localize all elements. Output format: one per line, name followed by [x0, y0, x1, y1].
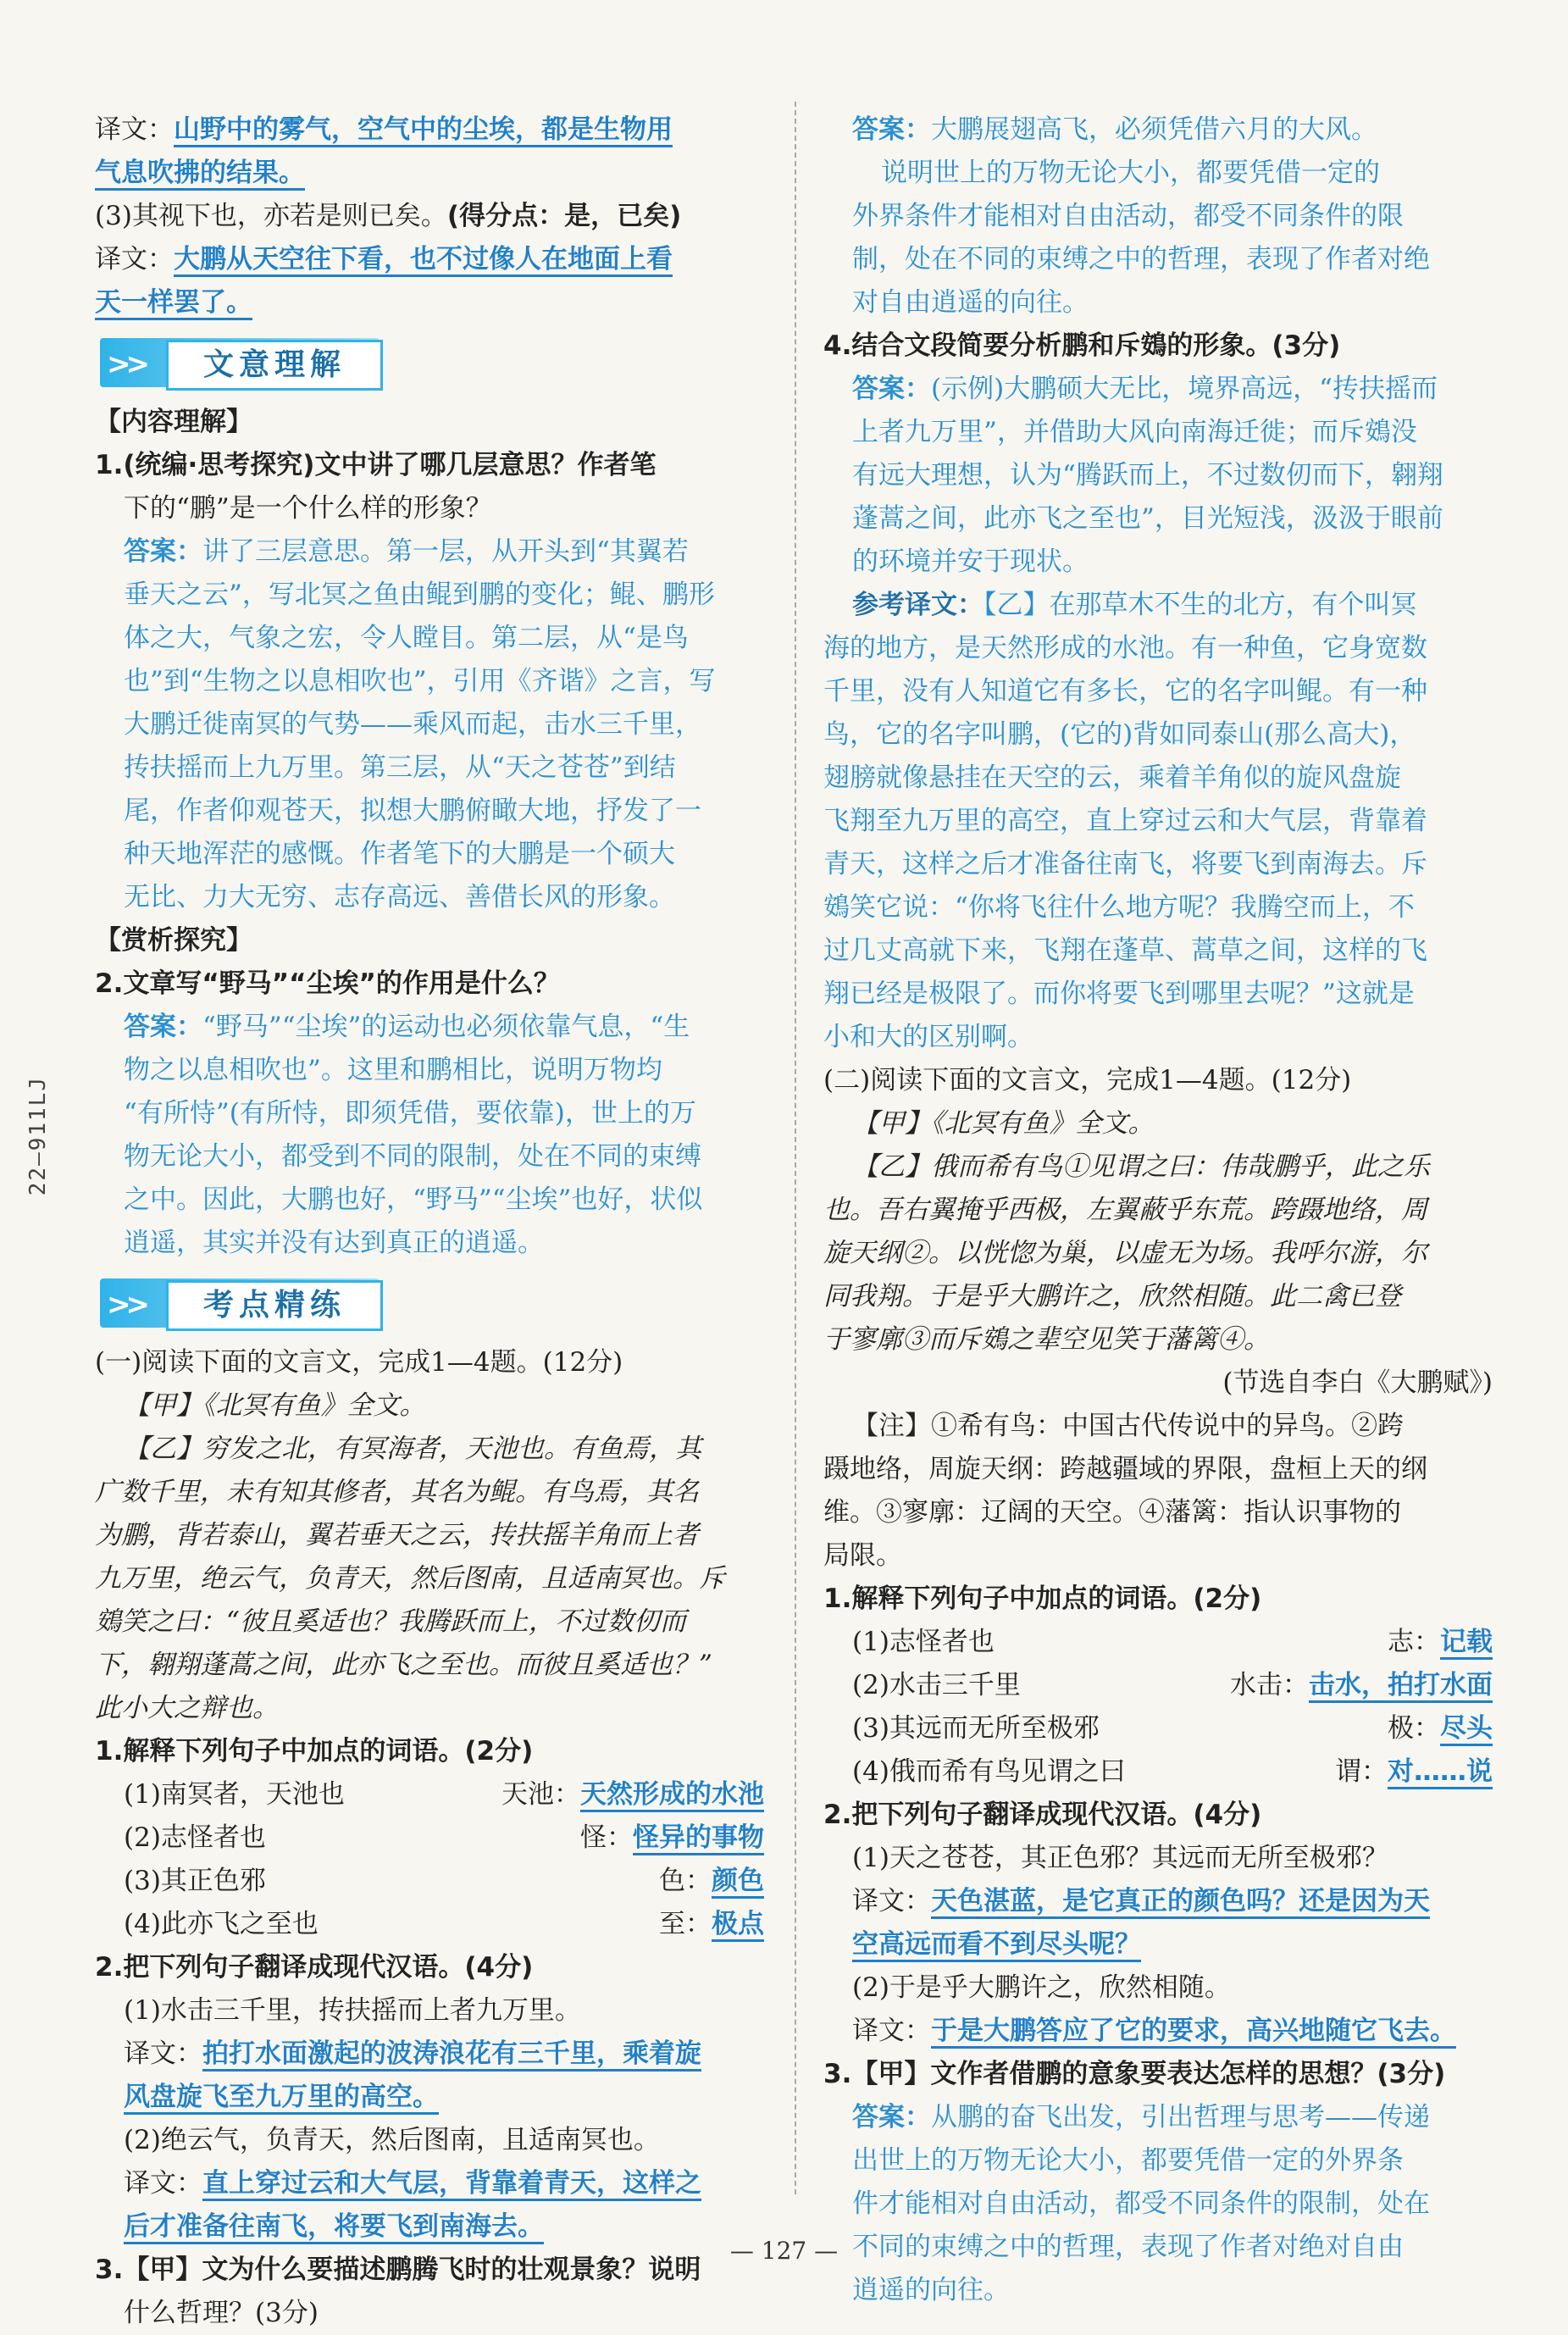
question-line: 2.把下列句子翻译成现代汉语。(4分)	[823, 1800, 1262, 1830]
translation-line: 后才准备往南飞，将要飞到南海去。	[95, 2205, 764, 2249]
translation-line: 空高远而看不到尽头呢？	[823, 1923, 1493, 1966]
passage-line: 【乙】俄而希有鸟①见谓之曰：伟哉鹏乎，此之乐	[852, 1151, 1430, 1182]
double-chevron-icon: >>	[107, 1288, 145, 1322]
reference-line: 翅膀就像悬挂在天空的云，乘着羊角似的旋风盘旋	[823, 763, 1401, 793]
passage-line: 下，翱翔蓬蒿之间，此亦飞之至也。而彼且奚适也？”	[95, 1650, 712, 1680]
answer-line: 物无论大小，都受到不同的限制，处在不同的束缚	[124, 1141, 701, 1172]
translation-line: 风盘旋飞至九万里的高空。	[95, 2076, 764, 2119]
banner-title: 考点精练	[166, 1280, 383, 1331]
double-chevron-icon: >>	[107, 347, 145, 381]
question-line: 3.【甲】文作者借鹏的意象要表达怎样的思想？(3分)	[823, 2059, 1446, 2089]
answer-line: 有远大理想，认为“腾跃而上，不过数仞而下，翱翔	[852, 460, 1443, 491]
passage-jia: 【甲】《北冥有鱼》全文。	[124, 1390, 426, 1421]
answer-line: 抟扶摇而上九万里。第三层，从“天之苍苍”到结	[124, 752, 676, 783]
answer-line: 对自由逍遥的向往。	[852, 287, 1089, 318]
translation-line: 译文：大鹏从天空往下看，也不过像人在地面上看	[95, 238, 764, 281]
translation-line: 译文：天色湛蓝，是它真正的颜色吗？还是因为天	[823, 1880, 1493, 1923]
passage-source: (节选自李白《大鹏赋》)	[1222, 1367, 1493, 1398]
answer-line: 制，处在不同的束缚之中的哲理，表现了作者对绝	[852, 244, 1430, 275]
answer-line: 逍遥，其实并没有达到真正的逍遥。	[124, 1228, 544, 1258]
note-line: 蹑地络，周旋天纲：跨越疆域的界限，盘桓上天的纲	[823, 1454, 1427, 1484]
question-line: 2.把下列句子翻译成现代汉语。(4分)	[95, 1952, 534, 1983]
passage-line: 旋天纲②。以恍惚为巢，以虚无为场。我呼尔游，尔	[823, 1238, 1427, 1268]
answer-line: 无比、力大无穷、志存高远、善借长风的形象。	[124, 882, 675, 912]
subhead-content: 【内容理解】	[95, 407, 252, 437]
note-line: 维。③寥廓：辽阔的天空。④藩篱：指认识事物的	[823, 1497, 1401, 1528]
answer-line: 之中。因此，大鹏也好，“野马”“尘埃”也好，状似	[124, 1184, 703, 1215]
answer-line: 物之以息相吹也”。这里和鹏相比，说明万物均	[124, 1055, 662, 1085]
section-banner-practice	[95, 1273, 764, 1334]
answer-line: 答案：“野马”“尘埃”的运动也必须依靠气息，“生	[124, 1012, 690, 1042]
answer-line: 体之大，气象之宏，令人瞠目。第二层，从“是鸟	[124, 623, 689, 653]
translation-line: 译文：山野中的雾气，空气中的尘埃，都是生物用	[95, 108, 764, 152]
translation-line: 天一样罢了。	[95, 281, 764, 324]
answer-line: 也”到“生物之以息相吹也”，引用《齐谐》之言，写	[124, 666, 716, 696]
vocab-row: (4)此亦飞之至也 至：极点	[95, 1903, 764, 1946]
translation-line: 译文：拍打水面激起的波涛浪花有三千里，乘着旋	[95, 2033, 764, 2076]
question-line: 1.解释下列句子中加点的词语。(2分)	[823, 1583, 1262, 1614]
reference-line: 鴳笑它说：“你将飞往什么地方呢？我腾空而上，不	[823, 892, 1415, 923]
reference-line: 千里，没有人知道它有多长，它的名字叫鲲。有一种	[823, 676, 1427, 707]
left-column	[95, 108, 764, 2335]
passage-line: 为鹏，背若泰山，翼若垂天之云，抟扶摇羊角而上者	[95, 1520, 699, 1550]
translation-line: 译文：于是大鹏答应了它的要求，高兴地随它飞去。	[823, 2010, 1493, 2053]
right-column	[823, 108, 1493, 2312]
sentence-line: (2)绝云气，负青天，然后图南，且适南冥也。	[124, 2125, 660, 2155]
banner-title: 文意理解	[166, 340, 383, 391]
reference-line: 小和大的区别啊。	[823, 1022, 1033, 1052]
vocab-row: (2)水击三千里 水击：击水，拍打水面	[823, 1664, 1493, 1707]
passage-line: 广数千里，未有知其修者，其名为鲲。有鸟焉，其名	[95, 1477, 699, 1507]
passage-line: 此小大之辩也。	[95, 1693, 279, 1723]
translation-line: 译文：直上穿过云和大气层，背靠着青天，这样之	[95, 2162, 764, 2205]
vocab-row: (1)志怪者也 志：记载	[823, 1621, 1493, 1664]
note-line: 局限。	[823, 1540, 902, 1571]
question-line: 1.(统编·思考探究)文中讲了哪几层意思？作者笔	[95, 450, 657, 480]
vocab-row: (4)俄而希有鸟见谓之曰 谓：对……说	[823, 1750, 1493, 1794]
question-line: 2.文章写“野马”“尘埃”的作用是什么？	[95, 968, 560, 999]
answer-line: 逍遥的向往。	[852, 2275, 1010, 2305]
answer-line: 答案：讲了三层意思。第一层，从开头到“其翼若	[124, 536, 689, 567]
answer-line: 不同的束缚之中的哲理，表现了作者对绝对自由	[852, 2232, 1404, 2262]
sentence-line: (3)其视下也，亦若是则已矣。(得分点：是，已矣)	[95, 201, 682, 231]
passage-line: 于寥廓③而斥鴳之辈空见笑于藩篱④。	[823, 1324, 1270, 1355]
page-number: — 127 —	[729, 2237, 839, 2265]
question-line: 下的“鹏”是一个什么样的形象？	[124, 493, 492, 524]
exercise-intro: (二)阅读下面的文言文，完成1—4题。(12分)	[823, 1065, 1352, 1095]
sentence-line: (2)于是乎大鹏许之，欣然相随。	[852, 1972, 1231, 2003]
answer-line: 件才能相对自由活动，都受不同条件的限制，处在	[852, 2188, 1430, 2219]
answer-line: 上者九万里”，并借助大风向南海迁徙；而斥鴳没	[852, 417, 1417, 447]
passage-jia: 【甲】《北冥有鱼》全文。	[852, 1108, 1155, 1139]
answer-line: 尾，作者仰观苍天，拟想大鹏俯瞰大地，抒发了一	[124, 796, 701, 826]
subhead-appreciate: 【赏析探究】	[95, 925, 252, 956]
answer-line: 说明世上的万物无论大小，都要凭借一定的	[881, 158, 1380, 188]
answer-line: 答案：(示例)大鹏硕大无比，境界高远，“抟扶摇而	[852, 374, 1438, 404]
passage-line: 【乙】穷发之北，有冥海者，天池也。有鱼焉，其	[124, 1434, 701, 1464]
vocab-row: (3)其远而无所至极邪 极：尽头	[823, 1707, 1493, 1750]
vocab-row: (2)志怪者也 怪：怪异的事物	[95, 1816, 764, 1860]
passage-line: 同我翔。于是乎大鹏许之，欣然相随。此二禽已登	[823, 1281, 1401, 1312]
question-line: 1.解释下列句子中加点的词语。(2分)	[95, 1736, 534, 1767]
passage-line: 九万里，绝云气，负青天，然后图南，且适南冥也。斥	[95, 1563, 725, 1594]
passage-line: 也。吾右翼掩乎西极，左翼蔽乎东荒。跨蹑地络，周	[823, 1195, 1427, 1225]
reference-line: 过几丈高就下来，飞翔在蓬草、蒿草之间，这样的飞	[823, 935, 1427, 966]
sentence-line: (1)水击三千里，抟扶摇而上者九万里。	[124, 1995, 581, 2026]
reference-line: 飞翔至九万里的高空，直上穿过云和大气层，背靠着	[823, 806, 1427, 836]
reference-line: 翔已经是极限了。而你将要飞到哪里去呢？”这就是	[823, 979, 1415, 1009]
section-banner-understanding	[95, 333, 764, 394]
side-code: 22—911LJ	[25, 1076, 51, 1196]
question-line: 3.【甲】文为什么要描述鹏腾飞时的壮观景象？说明	[95, 2255, 701, 2285]
answer-line: 答案：大鹏展翅高飞，必须凭借六月的大风。	[852, 114, 1377, 145]
question-line: 什么哲理？(3分)	[124, 2298, 319, 2328]
exercise-intro: (一)阅读下面的文言文，完成1—4题。(12分)	[95, 1347, 623, 1378]
reference-line: 鸟，它的名字叫鹏，(它的)背如同泰山(那么高大)，	[823, 719, 1416, 750]
passage-line: 鴳笑之曰：“彼且奚适也？我腾跃而上，不过数仞而	[95, 1606, 686, 1637]
answer-line: 的环境并安于现状。	[852, 546, 1089, 577]
vocab-row: (1)南冥者，天池也 天池：天然形成的水池	[95, 1773, 764, 1816]
answer-line: 垂天之云”，写北冥之鱼由鲲到鹏的变化；鲲、鹏形	[124, 580, 715, 610]
answer-line: 外界条件才能相对自由活动，都受不同条件的限	[852, 201, 1404, 231]
column-divider	[795, 102, 796, 2194]
translation-line: 气息吹拂的结果。	[95, 152, 764, 195]
reference-line: 参考译文：【乙】在那草木不生的北方，有个叫冥	[852, 590, 1417, 620]
sentence-line: (1)天之苍苍，其正色邪？其远而无所至极邪？	[852, 1843, 1388, 1873]
answer-line: 大鹏迁徙南冥的气势——乘风而起，击水三千里，	[124, 709, 701, 740]
note-line: 【注】①希有鸟：中国古代传说中的异鸟。②跨	[852, 1411, 1404, 1441]
reference-line: 海的地方，是天然形成的水池。有一种鱼，它身宽数	[823, 633, 1427, 663]
vocab-row: (3)其正色邪 色：颜色	[95, 1860, 764, 1903]
question-line: 4.结合文段简要分析鹏和斥鴳的形象。(3分)	[823, 330, 1341, 361]
answer-line: 出世上的万物无论大小，都要凭借一定的外界条	[852, 2145, 1404, 2176]
answer-line: 答案：从鹏的奋飞出发，引出哲理与思考——传递	[852, 2102, 1430, 2133]
answer-line: 种天地浑茫的感慨。作者笔下的大鹏是一个硕大	[124, 839, 675, 869]
answer-line: 蓬蒿之间，此亦飞之至也”，目光短浅，汲汲于眼前	[852, 503, 1443, 534]
answer-line: “有所恃”(有所恃，即须凭借，要依靠)，世上的万	[124, 1098, 696, 1129]
reference-line: 青天，这样之后才准备往南飞，将要飞到南海去。斥	[823, 849, 1427, 879]
